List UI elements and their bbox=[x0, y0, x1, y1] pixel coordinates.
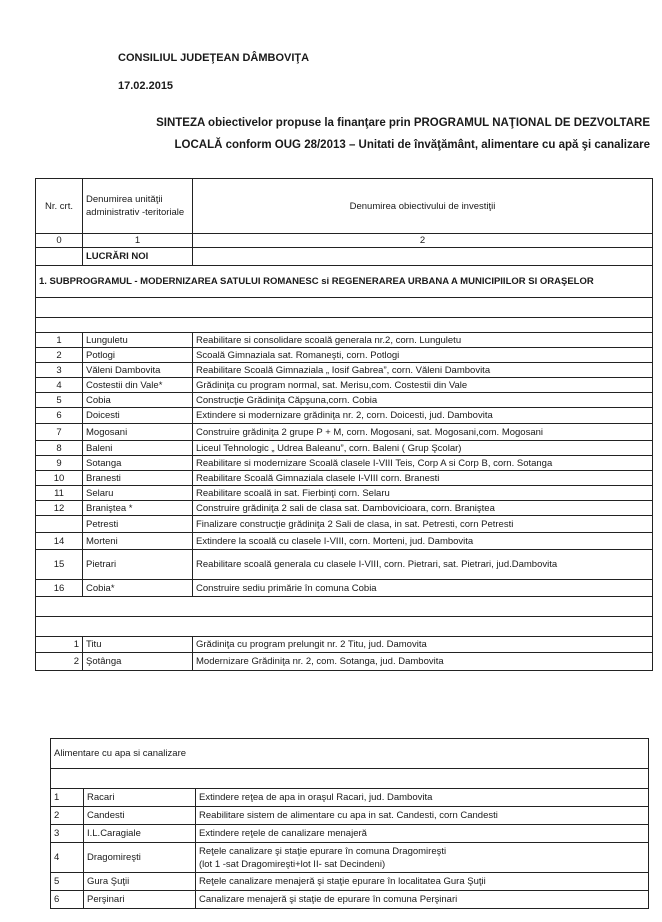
table2-title-row bbox=[51, 739, 649, 769]
objective-text: Canalizare menajeră şi staţie de epurare în comuna Perşinari bbox=[199, 894, 458, 905]
row-number: 16 bbox=[36, 580, 83, 597]
objective-text: Reabilitare Scoală Gimnaziala clasele I-VIII corn. Branesti bbox=[196, 472, 440, 484]
row-objective bbox=[193, 393, 653, 408]
row-number: 1 bbox=[51, 789, 84, 807]
objective-text: Construire grădiniţa 2 grupe P + M, corn. Mogosani, sat. Mogosani,com. Mogosani bbox=[196, 426, 544, 438]
row-number: 5 bbox=[51, 873, 84, 891]
row-number: 4 bbox=[51, 843, 84, 873]
row-number: 3 bbox=[36, 363, 83, 378]
row-number: 2 bbox=[36, 653, 83, 671]
row-unit: Gura Şuţii bbox=[84, 873, 196, 891]
objective-text: Construire sediu primărie în comuna Cobia bbox=[196, 582, 377, 594]
row-number: 2 bbox=[36, 348, 83, 363]
row-unit: Doicesti bbox=[83, 408, 193, 424]
header-unit: Denumirea unităţii administrativ -teritoriale bbox=[83, 179, 193, 234]
subprogram-row bbox=[36, 266, 653, 298]
objective-text: Reabilitare si modernizare Scoală clasele I-VIII Teis, Corp A si Corp B, corn. Sotanga bbox=[196, 457, 553, 469]
objective-text: Finalizare construcţie grădiniţa 2 Sali de clasa, in sat. Petresti, corn Petresti bbox=[196, 518, 514, 530]
objective-text: Modernizare Grădiniţa nr. 2, com. Sotanga, jud. Dambovita bbox=[196, 656, 444, 667]
row-objective bbox=[196, 789, 649, 807]
lucrari-noi-label: LUCRĂRI NOI bbox=[83, 248, 193, 266]
row-unit: Pietrari bbox=[83, 550, 193, 580]
col-number: 2 bbox=[193, 234, 653, 248]
table-row bbox=[36, 408, 653, 424]
row-number: 1 bbox=[36, 333, 83, 348]
table-row bbox=[36, 471, 653, 486]
row-unit: Branesti bbox=[83, 471, 193, 486]
row-objective bbox=[193, 580, 653, 597]
row-objective bbox=[193, 637, 653, 653]
title-line-1: SINTEZA obiectivelor propuse la finanţare prin PROGRAMUL NAŢIONAL DE DEZVOLTARE bbox=[156, 117, 650, 129]
table-row bbox=[36, 501, 653, 516]
title-line-2: LOCALĂ conform OUG 28/2013 – Unitati de învăţământ, alimentare cu apă şi canalizare bbox=[174, 139, 650, 151]
row-number: 10 bbox=[36, 471, 83, 486]
empty-row bbox=[36, 597, 653, 617]
objective-text: Reabilitare Scoală Gimnaziala „ Iosif Gabrea”, corn. Văleni Dambovita bbox=[196, 364, 491, 376]
row-unit: Selaru bbox=[83, 486, 193, 501]
table-row bbox=[36, 348, 653, 363]
table-header-row bbox=[36, 179, 653, 234]
table-row bbox=[51, 807, 649, 825]
table-row bbox=[51, 873, 649, 891]
objective-text: Grădiniţa cu program prelungit nr. 2 Titu, jud. Damovita bbox=[196, 639, 427, 650]
objective-text: Liceul Tehnologic „ Udrea Baleanu”, corn. Baleni ( Grup Şcolar) bbox=[196, 442, 462, 454]
row-unit: Dragomireşti bbox=[84, 843, 196, 873]
row-number: 14 bbox=[36, 533, 83, 550]
table-row bbox=[36, 516, 653, 533]
row-number: 3 bbox=[51, 825, 84, 843]
objective-text: Reabilitare sistem de alimentare cu apa in sat. Candesti, corn Candesti bbox=[199, 810, 498, 821]
objective-text: Reabilitare si consolidare scoală generala nr.2, corn. Lunguletu bbox=[196, 334, 462, 346]
row-number: 4 bbox=[36, 378, 83, 393]
objective-text: Extindere si modernizare grădiniţa nr. 2, corn. Doicesti, jud. Dambovita bbox=[196, 410, 493, 421]
investments-table bbox=[35, 178, 653, 671]
document-title bbox=[60, 112, 660, 156]
row-objective bbox=[193, 348, 653, 363]
table2-title: Alimentare cu apa si canalizare bbox=[51, 739, 649, 769]
subprogram-title: 1. SUBPROGRAMUL - MODERNIZAREA SATULUI ROMANESC si REGENERAREA URBANA A MUNICIPIILOR SI ORAŞELOR bbox=[36, 266, 653, 298]
row-objective bbox=[193, 456, 653, 471]
col-number: 1 bbox=[83, 234, 193, 248]
table-row bbox=[36, 441, 653, 456]
empty-row bbox=[36, 298, 653, 318]
objective-text: Grădiniţa cu program normal, sat. Merisu,com. Costestii din Vale bbox=[196, 379, 468, 391]
objective-text: Reţele canalizare şi staţie epurare în comuna Dragomireşti bbox=[199, 845, 447, 857]
row-unit: Titu bbox=[83, 637, 193, 653]
row-unit: Mogosani bbox=[83, 424, 193, 441]
table-row bbox=[36, 378, 653, 393]
objective-text: Extindere reţele de canalizare menajeră bbox=[199, 828, 367, 839]
row-number: 9 bbox=[36, 456, 83, 471]
row-unit: Costestii din Vale* bbox=[83, 378, 193, 393]
table-row bbox=[51, 825, 649, 843]
row-unit: Sotanga bbox=[83, 456, 193, 471]
objective-text: Extindere la scoală cu clasele I-VIII, corn. Morteni, jud. Dambovita bbox=[196, 535, 474, 547]
row-unit: Racari bbox=[84, 789, 196, 807]
empty-row bbox=[36, 318, 653, 333]
table-row bbox=[51, 891, 649, 909]
objective-text: Extindere reţea de apa in oraşul Racari, jud. Dambovita bbox=[199, 792, 433, 803]
row-number: 12 bbox=[36, 501, 83, 516]
objective-text: Construcţie Grădiniţa Căpşuna,corn. Cobia bbox=[196, 394, 378, 406]
row-objective bbox=[196, 873, 649, 891]
row-unit: Petresti bbox=[83, 516, 193, 533]
table-row bbox=[36, 393, 653, 408]
table-row bbox=[51, 789, 649, 807]
row-objective bbox=[193, 333, 653, 348]
header-nr: Nr. crt. bbox=[36, 179, 83, 234]
row-number: 2 bbox=[51, 807, 84, 825]
row-unit: Morteni bbox=[83, 533, 193, 550]
row-objective bbox=[196, 843, 649, 873]
table-row bbox=[36, 580, 653, 597]
row-objective bbox=[193, 424, 653, 441]
objective-text-continued: (lot 1 -sat Dragomireşti+lot II- sat Decindeni) bbox=[199, 858, 386, 870]
row-number: 5 bbox=[36, 393, 83, 408]
row-unit: Cobia* bbox=[83, 580, 193, 597]
objective-text: Construire grădiniţa 2 sali de clasa sat. Dambovicioara, corn. Braniştea bbox=[196, 502, 495, 514]
row-unit: Şotânga bbox=[83, 653, 193, 671]
table-row bbox=[36, 486, 653, 501]
row-objective bbox=[196, 807, 649, 825]
row-unit: Braniştea * bbox=[83, 501, 193, 516]
table-row bbox=[36, 637, 653, 653]
row-unit: Potlogi bbox=[83, 348, 193, 363]
row-number bbox=[36, 516, 83, 533]
row-objective bbox=[193, 408, 653, 424]
row-objective bbox=[196, 825, 649, 843]
water-sewage-table bbox=[50, 738, 649, 909]
row-objective bbox=[193, 486, 653, 501]
document-date: 17.02.2015 bbox=[118, 80, 174, 92]
row-objective bbox=[193, 516, 653, 533]
row-objective bbox=[193, 363, 653, 378]
header-objective: Denumirea obiectivului de investiţii bbox=[193, 179, 653, 234]
table-row bbox=[36, 333, 653, 348]
organization-name: CONSILIUL JUDEŢEAN DÂMBOVIŢA bbox=[118, 52, 310, 64]
row-unit: Lunguletu bbox=[83, 333, 193, 348]
row-objective bbox=[193, 550, 653, 580]
table-row bbox=[36, 533, 653, 550]
table-row bbox=[36, 424, 653, 441]
table-row bbox=[36, 363, 653, 378]
row-number: 7 bbox=[36, 424, 83, 441]
table-row bbox=[51, 843, 649, 873]
row-objective bbox=[193, 471, 653, 486]
row-number: 6 bbox=[36, 408, 83, 424]
row-number: 6 bbox=[51, 891, 84, 909]
empty-row bbox=[36, 617, 653, 637]
row-number: 15 bbox=[36, 550, 83, 580]
column-number-row bbox=[36, 234, 653, 248]
table-row bbox=[36, 653, 653, 671]
row-number: 11 bbox=[36, 486, 83, 501]
row-unit: I.L.Caragiale bbox=[84, 825, 196, 843]
row-unit: Perşinari bbox=[84, 891, 196, 909]
objective-text: Reabilitare scoală in sat. Fierbinţi corn. Selaru bbox=[196, 487, 390, 499]
row-objective bbox=[193, 533, 653, 550]
row-objective bbox=[193, 378, 653, 393]
row-objective bbox=[193, 501, 653, 516]
row-unit: Cobia bbox=[83, 393, 193, 408]
lucrari-noi-row bbox=[36, 248, 653, 266]
row-unit: Candesti bbox=[84, 807, 196, 825]
row-unit: Văleni Dambovita bbox=[83, 363, 193, 378]
table-row bbox=[36, 456, 653, 471]
col-number: 0 bbox=[36, 234, 83, 248]
row-number: 1 bbox=[36, 637, 83, 653]
row-unit: Baleni bbox=[83, 441, 193, 456]
objective-text: Reabilitare scoală generala cu clasele I-VIII, corn. Pietrari, sat. Pietrari, jud.Dambovita bbox=[196, 559, 558, 570]
row-objective bbox=[196, 891, 649, 909]
row-number: 8 bbox=[36, 441, 83, 456]
empty-row bbox=[51, 769, 649, 789]
row-objective bbox=[193, 653, 653, 671]
objective-text: Scoală Gimnaziala sat. Romaneşti, corn. Potlogi bbox=[196, 349, 400, 361]
table-row bbox=[36, 550, 653, 580]
row-objective bbox=[193, 441, 653, 456]
objective-text: Reţele canalizare menajeră şi staţie epurare în localitatea Gura Şuţii bbox=[199, 876, 486, 887]
